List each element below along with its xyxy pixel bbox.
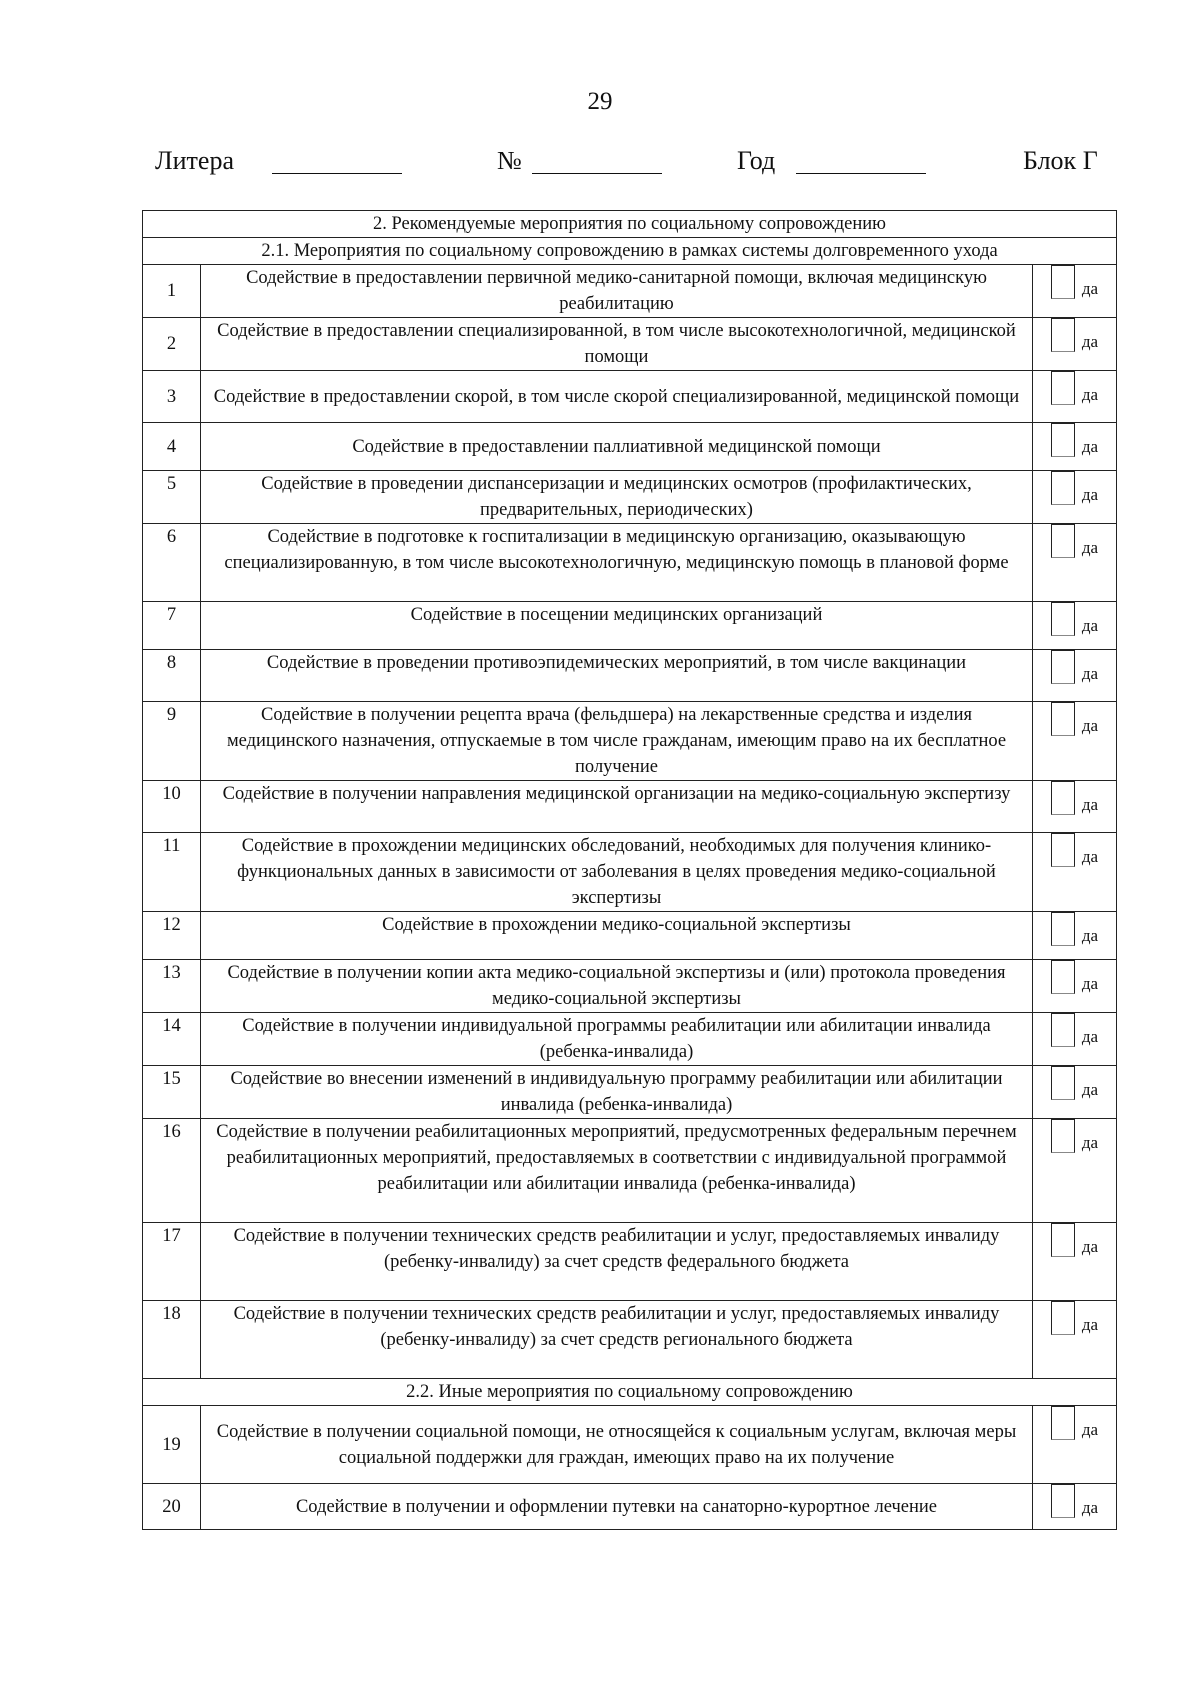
row-number: 18 [143,1301,201,1379]
checkbox[interactable] [1051,318,1075,352]
table-row [143,524,1117,602]
number-label: № [497,146,522,175]
answer-cell [1033,1484,1117,1530]
measure-text: Содействие в проведении диспансеризации и медицинских осмотров (профилактических, предварительных, периодических) [201,471,1033,524]
table-row [143,1301,1117,1379]
yes-label: да [1081,795,1099,814]
table-row [143,1484,1117,1530]
checkbox[interactable] [1051,371,1075,405]
yes-option [1037,650,1112,684]
row-number: 12 [143,912,201,960]
row-number: 7 [143,602,201,650]
answer-cell [1033,371,1117,423]
measure-text: Содействие в получении индивидуальной программы реабилитации или абилитации инвалида (ребенка-инвалида) [201,1013,1033,1066]
yes-option [1037,1119,1112,1153]
yes-label: да [1081,716,1099,735]
answer-cell [1033,702,1117,781]
answer-cell [1033,1301,1117,1379]
measure-text: Содействие в прохождении медико-социальной экспертизы [201,912,1033,960]
yes-label: да [1081,616,1099,635]
row-number: 17 [143,1223,201,1301]
measure-text: Содействие в предоставлении специализированной, в том числе высокотехнологичной, медицинской помощи [201,318,1033,371]
table-row [143,265,1117,318]
yes-label: да [1081,1237,1099,1256]
section-2-2-heading: 2.2. Иные мероприятия по социальному сопровождению [143,1379,1117,1406]
checkbox[interactable] [1051,702,1075,736]
answer-cell [1033,423,1117,471]
measure-text: Содействие в подготовке к госпитализации в медицинскую организацию, оказывающую специализированную, в том числе высокотехнологичную, медицинскую помощь в плановой форме [201,524,1033,602]
yes-option [1037,1484,1112,1518]
checkbox[interactable] [1051,1119,1075,1153]
yes-option [1037,1406,1112,1440]
yes-option [1037,781,1112,815]
measure-text: Содействие в получении рецепта врача (фельдшера) на лекарственные средства и изделия медицинского назначения, отпускаемые в том числе гражданам, имеющим право на их бесплатное получение [201,702,1033,781]
table-row [143,471,1117,524]
table-row [143,1223,1117,1301]
checkbox[interactable] [1051,1013,1075,1047]
yes-label: да [1081,664,1099,683]
checkbox[interactable] [1051,1484,1075,1518]
table-row [143,1406,1117,1484]
row-number: 4 [143,423,201,471]
measure-text: Содействие в получении технических средств реабилитации и услуг, предоставляемых инвалиду (ребенку-инвалиду) за счет средств федерального бюджета [201,1223,1033,1301]
measure-text: Содействие в получении направления медицинской организации на медико-социальную экспертизу [201,781,1033,833]
yes-option [1037,1301,1112,1335]
checkbox[interactable] [1051,912,1075,946]
yes-option [1037,371,1112,405]
litera-label: Литера [155,146,234,175]
table-row [143,1066,1117,1119]
yes-label: да [1081,1420,1099,1439]
checkbox[interactable] [1051,960,1075,994]
checkbox[interactable] [1051,423,1075,457]
answer-cell [1033,1013,1117,1066]
yes-label: да [1081,1133,1099,1152]
row-number: 1 [143,265,201,318]
answer-cell [1033,833,1117,912]
answer-cell [1033,265,1117,318]
year-label: Год [737,146,776,175]
measure-text: Содействие в предоставлении паллиативной медицинской помощи [201,423,1033,471]
checkbox[interactable] [1051,1406,1075,1440]
row-number: 5 [143,471,201,524]
row-number: 20 [143,1484,201,1530]
answer-cell [1033,524,1117,602]
block-label: Блок Г [1023,146,1098,175]
yes-label: да [1081,1498,1099,1517]
section-row [143,1379,1117,1406]
checkbox[interactable] [1051,781,1075,815]
measure-text: Содействие в предоставлении скорой, в том числе скорой специализированной, медицинской помощи [201,371,1033,423]
yes-label: да [1081,485,1099,504]
checkbox[interactable] [1051,1301,1075,1335]
row-number: 9 [143,702,201,781]
yes-option [1037,1223,1112,1257]
yes-option [1037,702,1112,736]
measure-text: Содействие в получении и оформлении путевки на санаторно-курортное лечение [201,1484,1033,1530]
row-number: 3 [143,371,201,423]
checkbox[interactable] [1051,833,1075,867]
yes-option [1037,602,1112,636]
answer-cell [1033,1119,1117,1223]
litera-field[interactable] [272,173,402,174]
yes-option [1037,1013,1112,1047]
measure-text: Содействие в получении технических средств реабилитации и услуг, предоставляемых инвалиду (ребенку-инвалиду) за счет средств регионального бюджета [201,1301,1033,1379]
yes-label: да [1081,538,1099,557]
yes-label: да [1081,332,1099,351]
answer-cell [1033,650,1117,702]
yes-label: да [1081,926,1099,945]
yes-option [1037,524,1112,558]
measures-table [142,210,1117,1530]
table-row [143,650,1117,702]
yes-option [1037,318,1112,352]
section-2-heading: 2. Рекомендуемые мероприятия по социальному сопровождению [143,211,1117,238]
answer-cell [1033,602,1117,650]
section-2-1-heading: 2.1. Мероприятия по социальному сопровождению в рамках системы долговременного ухода [143,238,1117,265]
row-number: 8 [143,650,201,702]
table-row [143,1119,1117,1223]
table-row [143,371,1117,423]
yes-option [1037,1066,1112,1100]
row-number: 11 [143,833,201,912]
row-number: 15 [143,1066,201,1119]
table-row [143,960,1117,1013]
measure-text: Содействие в посещении медицинских организаций [201,602,1033,650]
checkbox[interactable] [1051,602,1075,636]
table-row [143,781,1117,833]
yes-label: да [1081,1027,1099,1046]
table-row [143,1013,1117,1066]
table-row [143,318,1117,371]
table-row [143,423,1117,471]
yes-label: да [1081,1080,1099,1099]
yes-label: да [1081,385,1099,404]
table-row [143,912,1117,960]
measure-text: Содействие в проведении противоэпидемических мероприятий, в том числе вакцинации [201,650,1033,702]
table-row [143,602,1117,650]
measure-text: Содействие в предоставлении первичной медико-санитарной помощи, включая медицинскую реабилитацию [201,265,1033,318]
table-row [143,833,1117,912]
yes-label: да [1081,437,1099,456]
checkbox[interactable] [1051,524,1075,558]
measure-text: Содействие во внесении изменений в индивидуальную программу реабилитации или абилитации инвалида (ребенка-инвалида) [201,1066,1033,1119]
page-number: 29 [587,88,613,115]
yes-label: да [1081,1315,1099,1334]
answer-cell [1033,960,1117,1013]
answer-cell [1033,1223,1117,1301]
row-number: 6 [143,524,201,602]
row-number: 19 [143,1406,201,1484]
year-field[interactable] [796,173,926,174]
measure-text: Содействие в прохождении медицинских обследований, необходимых для получения клинико-функциональных данных в зависимости от заболевания в целях проведения медико-социальной экспертизы [201,833,1033,912]
answer-cell [1033,912,1117,960]
measure-text: Содействие в получении копии акта медико-социальной экспертизы и (или) протокола проведения медико-социальной экспертизы [201,960,1033,1013]
answer-cell [1033,318,1117,371]
answer-cell [1033,1406,1117,1484]
checkbox[interactable] [1051,650,1075,684]
yes-option [1037,423,1112,457]
yes-label: да [1081,847,1099,866]
row-number: 13 [143,960,201,1013]
measure-text: Содействие в получении реабилитационных мероприятий, предусмотренных федеральным перечнем реабилитационных мероприятий, предоставляемых в соответствии с индивидуальной программой реабилитации или абилитации инвалида (ребенка-инвалида) [201,1119,1033,1223]
yes-option [1037,960,1112,994]
checkbox[interactable] [1051,471,1075,505]
checkbox[interactable] [1051,1223,1075,1257]
yes-option [1037,471,1112,505]
checkbox[interactable] [1051,265,1075,299]
table-row [143,702,1117,781]
yes-label: да [1081,279,1099,298]
row-number: 16 [143,1119,201,1223]
checkbox[interactable] [1051,1066,1075,1100]
number-field[interactable] [532,173,662,174]
yes-option [1037,833,1112,867]
answer-cell [1033,1066,1117,1119]
yes-option [1037,912,1112,946]
row-number: 2 [143,318,201,371]
row-number: 10 [143,781,201,833]
answer-cell [1033,471,1117,524]
answer-cell [1033,781,1117,833]
row-number: 14 [143,1013,201,1066]
yes-label: да [1081,974,1099,993]
yes-option [1037,265,1112,299]
measure-text: Содействие в получении социальной помощи, не относящейся к социальным услугам, включая меры социальной поддержки для граждан, имеющих право на их получение [201,1406,1033,1484]
